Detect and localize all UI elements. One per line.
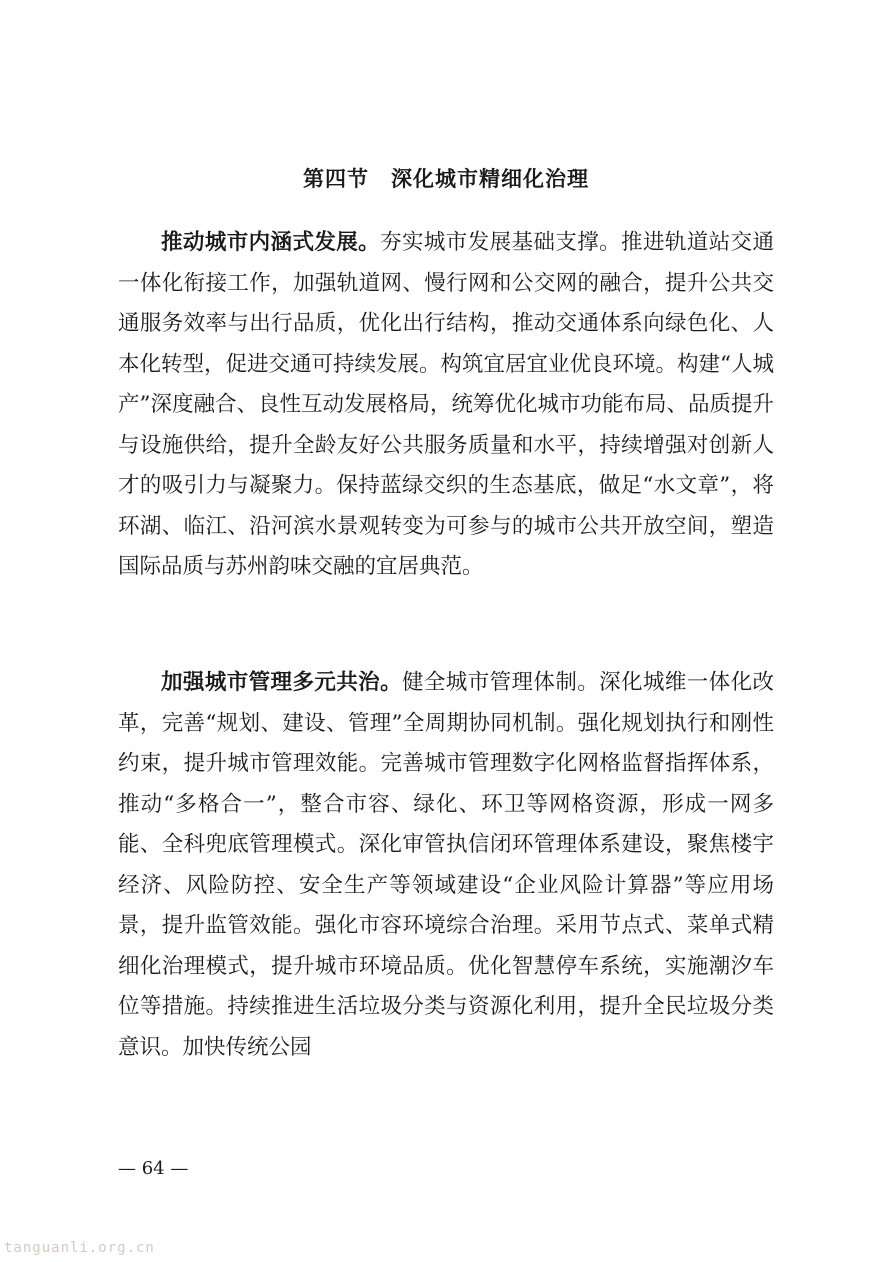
paragraph-lead-heading: 加强城市管理多元共治。: [161, 670, 402, 695]
paragraph-lead-heading: 推动城市内涵式发展。: [161, 230, 381, 255]
paragraph-urban-development: [118, 223, 774, 588]
section-title: 第四节 深化城市精细化治理: [303, 167, 589, 191]
source-watermark: tanguanli.org.cn: [4, 1240, 155, 1256]
page-number: — 64 —: [118, 1158, 189, 1179]
paragraph-urban-management: [118, 663, 774, 1068]
paragraph-body-text: 健全城市管理体制。深化城维一体化改革，完善“规划、建设、管理”全周期协同机制。强化规划执行和刚性约束，提升城市管理效能。完善城市管理数字化网格监督指挥体系，推动“多格合一”，整合市容、绿化、环卫等网格资源，形成一网多能、全科兜底管理模式。深化审管执信闭环管理体系建设，聚焦楼宇经济、风险防控、安全生产等领域建设“企业风险计算器”等应用场景，提升监管效能。强化市容环境综合治理。采用节点式、菜单式精细化治理模式，提升城市环境品质。优化智慧停车系统，实施潮汐车位等措施。持续推进生活垃圾分类与资源化利用，提升全民垃圾分类意识。加快传统公园: [118, 670, 774, 1060]
paragraph-body-text: 夯实城市发展基础支撑。推进轨道站交通一体化衔接工作，加强轨道网、慢行网和公交网的融合，提升公共交通服务效率与出行品质，优化出行结构，推动交通体系向绿色化、人本化转型，促进交通可持续发展。构筑宜居宜业优良环境。构建“人城产”深度融合、良性互动发展格局，统筹优化城市功能布局、品质提升与设施供给，提升全龄友好公共服务质量和水平，持续增强对创新人才的吸引力与凝聚力。保持蓝绿交织的生态基底，做足“水文章”，将环湖、临江、沿河滨水景观转变为可参与的城市公共开放空间，塑造国际品质与苏州韵味交融的宜居典范。: [118, 230, 774, 579]
